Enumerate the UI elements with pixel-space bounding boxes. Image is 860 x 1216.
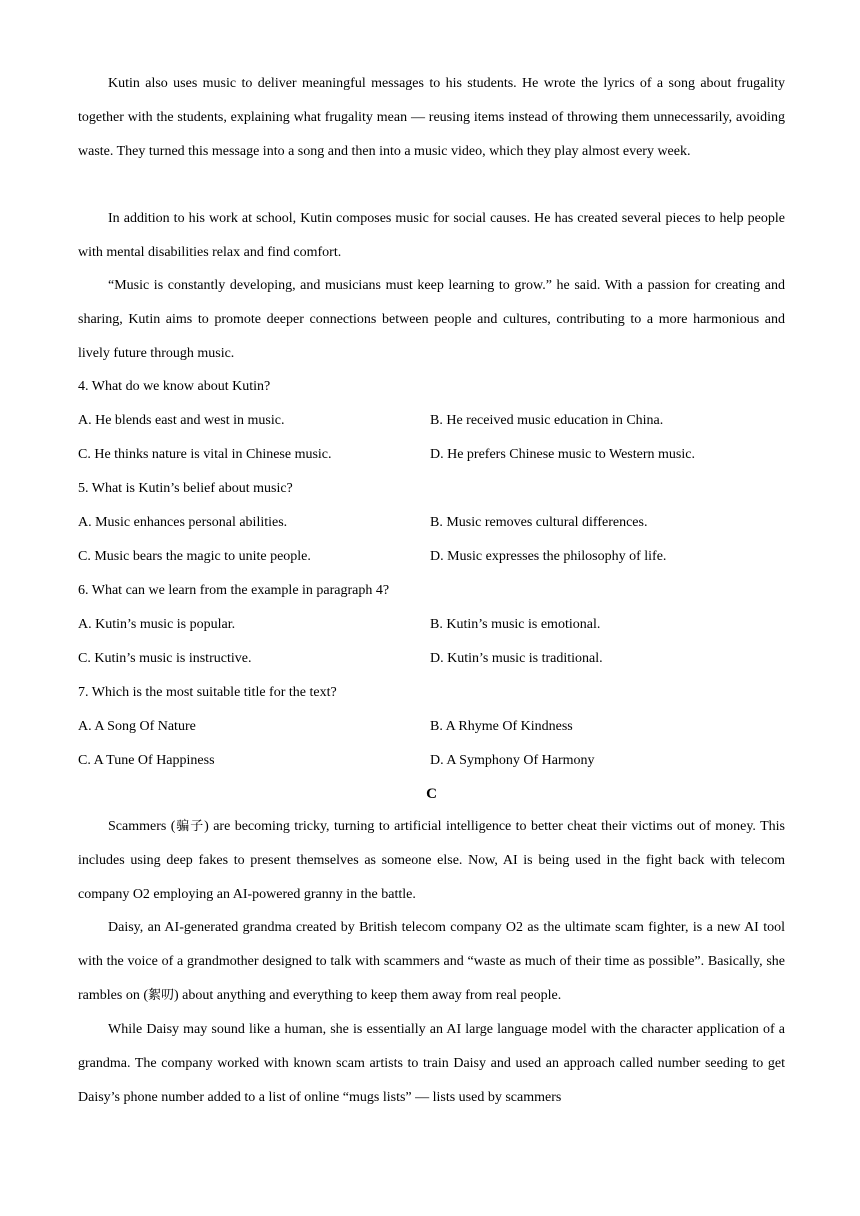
section-c-heading: C: [426, 786, 437, 802]
paragraph-scammers: [78, 810, 785, 912]
question-6-option-d[interactable]: D. Kutin’s music is traditional.: [430, 651, 603, 666]
question-7-option-d[interactable]: D. A Symphony Of Harmony: [430, 753, 595, 768]
paragraph-frugality: Kutin also uses music to deliver meaningful messages to his students. He wrote the lyrics of a song about frugality together with the students, explaining what frugality mean — reusing items instead of throwing them unnecessarily, avoiding waste. They turned this message into a song and then into a music video, which they play almost every week.: [78, 76, 785, 159]
daisy-text-rest: ) about anything and everything to keep them away from real people.: [174, 988, 562, 1003]
question-6-stem: 6. What can we learn from the example in paragraph 4?: [78, 583, 390, 598]
paragraph-llm: While Daisy may sound like a human, she is essentially an AI large language model with the character application of a grandma. The company worked with known scam artists to train Daisy and used an approach called number seeding to get Daisy’s phone number added to a list of online “mugs lists” — lists used by scammers: [78, 1022, 785, 1105]
question-7-option-b[interactable]: B. A Rhyme Of Kindness: [430, 719, 573, 734]
question-5-option-b[interactable]: B. Music removes cultural differences.: [430, 515, 648, 530]
paragraph-social-causes: In addition to his work at school, Kutin composes music for social causes. He has created several pieces to help people with mental disabilities relax and find comfort.: [78, 211, 785, 260]
question-7-option-a[interactable]: A. A Song Of Nature: [78, 719, 196, 734]
question-6-option-b[interactable]: B. Kutin’s music is emotional.: [430, 617, 601, 632]
question-4-option-d[interactable]: D. He prefers Chinese music to Western music.: [430, 447, 695, 462]
scammers-text-rest: ) are becoming tricky, turning to artificial intelligence to better cheat their victims out of money. This includes using deep fakes to present themselves as someone else. Now, AI is being used in the fight back with telecom company O2 employing an AI-powered granny in the battle.: [78, 819, 785, 902]
question-6-option-a[interactable]: A. Kutin’s music is popular.: [78, 617, 236, 632]
paragraph-daisy: [78, 911, 785, 1013]
question-4-stem: 4. What do we know about Kutin?: [78, 379, 271, 394]
rambles-chinese-gloss: 絮叨: [147, 988, 174, 1003]
question-4-option-a[interactable]: A. He blends east and west in music.: [78, 413, 285, 428]
question-7-option-c[interactable]: C. A Tune Of Happiness: [78, 753, 215, 768]
question-7-stem: 7. Which is the most suitable title for the text?: [78, 685, 337, 700]
daisy-text-start: Daisy, an AI-generated grandma created by British telecom company O2 as the ultimate scam fighter, is a new AI tool with the voice of a grandmother designed to talk with scammers and “waste as much of their time as possible”. Basically, she rambles on (: [78, 920, 785, 1003]
question-5-option-c[interactable]: C. Music bears the magic to unite people.: [78, 549, 311, 564]
question-5-option-a[interactable]: A. Music enhances personal abilities.: [78, 515, 288, 530]
scammers-chinese-gloss: 骗子: [175, 819, 205, 834]
question-4-option-c[interactable]: C. He thinks nature is vital in Chinese music.: [78, 447, 332, 462]
paragraph-music-developing: “Music is constantly developing, and musicians must keep learning to grow.” he said. With a passion for creating and sharing, Kutin aims to promote deeper connections between people and cultures, contributing to a more harmonious and lively future through music.: [78, 278, 785, 361]
question-5-option-d[interactable]: D. Music expresses the philosophy of life.: [430, 549, 667, 564]
scammers-text-start: Scammers (: [108, 819, 176, 834]
question-4-option-b[interactable]: B. He received music education in China.: [430, 413, 664, 428]
question-6-option-c[interactable]: C. Kutin’s music is instructive.: [78, 651, 252, 666]
question-5-stem: 5. What is Kutin’s belief about music?: [78, 481, 293, 496]
